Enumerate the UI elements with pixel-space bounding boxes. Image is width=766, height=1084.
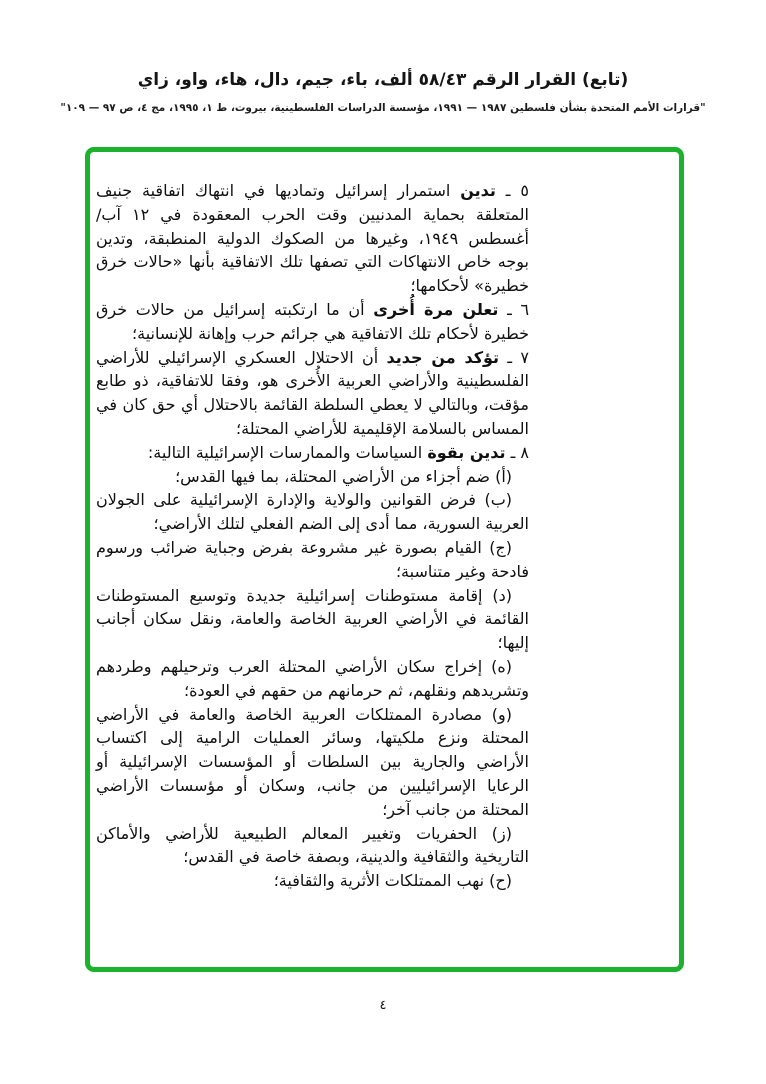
paragraph-marker: (د) (482, 585, 513, 605)
list-item (96, 584, 529, 655)
list-item (96, 822, 529, 870)
paragraph-text: الحفريات وتغيير المعالم الطبيعية للأراضي والأماكن التاريخية والثقافية والدينية، وبصفة خاصة في القدس؛ (96, 823, 529, 867)
green-highlight-box (85, 147, 684, 972)
paragraph-text: ضم أجزاء من الأراضي المحتلة، بما فيها القدس؛ (175, 466, 490, 486)
paragraph-text: القيام بصورة غير مشروعة بفرض وجباية ضرائب ورسوم فادحة وغير متناسبة؛ (96, 537, 529, 581)
list-item (96, 655, 529, 703)
list-item (96, 869, 529, 893)
page-number: ٤ (379, 998, 387, 1013)
paragraph-marker: (ب) (475, 490, 512, 510)
paragraph-text: فرض القوانين والولاية والإدارة الإسرائيلية على الجولان العربية السورية، مما أدى إلى الضم الفعلي لتلك الأراضي؛ (96, 490, 529, 534)
paragraph-marker: (و) (482, 704, 513, 724)
paragraph-text: مصادرة الممتلكات العربية الخاصة والعامة في الأراضي المحتلة ونزع ملكيتها، وسائر العمليات الرامية إلى اكتساب الأراضي والجارية بين السلطات أو المؤسسات الإسرائيلية أو الرعايا الإسرائيليين من جانب، وسكان أو مؤسسات الأراضي المحتلة من جانب آخر؛ (96, 704, 529, 819)
paragraph-marker: (ه) (482, 656, 513, 676)
paragraph-lead-bold: تدين بقوة (427, 442, 506, 462)
paragraph-marker: ٥ ـ (495, 181, 529, 200)
paragraph-lead-bold: تدين (460, 181, 496, 200)
paragraph-marker: (ح) (484, 871, 512, 891)
paragraph-marker: (أ) (489, 466, 512, 486)
paragraph-text: إقامة مستوطنات إسرائيلية جديدة وتوسيع المستوطنات القائمة في الأراضي العربية الخاصة والعامة، ونقل سكان أجانب إليها؛ (96, 585, 529, 653)
list-item (96, 703, 529, 822)
numbered-paragraph (96, 179, 529, 298)
paragraph-lead-bold: تؤكد من جديد (386, 347, 500, 367)
paragraph-text: نهب الممتلكات الأثرية والثقافية؛ (273, 871, 485, 891)
paragraph-marker: ٨ ـ (505, 442, 529, 462)
resolution-body (96, 179, 529, 893)
paragraph-marker: (ز) (477, 823, 513, 843)
list-item (96, 536, 529, 584)
paragraph-text: إخراج سكان الأراضي المحتلة العرب وترحيلهم وطردهم وتشريدهم ونقلهم، ثم حرمانهم من حقهم في العودة؛ (96, 656, 529, 700)
paragraph-text: أن ما ارتكبته إسرائيل من حالات خرق خطيرة لأحكام تلك الاتفاقية هي جرائم حرب وإهانة للإنسانية؛ (96, 299, 529, 343)
paragraph-marker: (ج) (481, 537, 513, 557)
list-item (96, 465, 529, 489)
paragraph-text: السياسات والممارسات الإسرائيلية التالية: (147, 442, 428, 462)
page-title: (تابع) القرار الرقم ٥٨/٤٣ ألف، باء، جيم، دال، هاء، واو، زاي (137, 70, 629, 90)
paragraph-lead-bold: تعلن مرة أُخرى (373, 299, 499, 319)
numbered-paragraph (96, 441, 529, 465)
numbered-paragraph (96, 346, 529, 441)
paragraph-text: أن الاحتلال العسكري الإسرائيلي للأراضي الفلسطينية والأراضي العربية الأُخرى هو، وفقا للاتفاقية، ذو طابع مؤقت، وبالتالي لا يعطي السلطة القائمة بالاحتلال أي حق كان في المساس بالسلامة الإقليمية للأراضي المحتلة؛ (96, 347, 529, 438)
source-citation: "قرارات الأمم المتحدة بشأن فلسطين ١٩٨٧ — ١٩٩١، مؤسسة الدراسات الفلسطينية، بيروت، ط ١، ١٩٩٥، مج ٤، ص ٩٧ — ١٠٩" (60, 102, 706, 114)
paragraph-marker: ٧ ـ (499, 347, 530, 367)
paragraph-marker: ٦ ـ (498, 299, 530, 319)
paragraph-text: استمرار إسرائيل وتماديها في انتهاك اتفاقية جنيف المتعلقة بحماية المدنيين وقت الحرب المعقودة في ١٢ آب/ أغسطس ١٩٤٩، وغيرها من الصكوك الدولية المنطبقة، وتدين بوجه خاص الانتهاكات التي تصفها تلك الاتفاقية بأنها «حالات خرق خطيرة» لأحكامها؛ (96, 181, 530, 296)
numbered-paragraph (96, 298, 529, 346)
list-item (96, 488, 529, 536)
